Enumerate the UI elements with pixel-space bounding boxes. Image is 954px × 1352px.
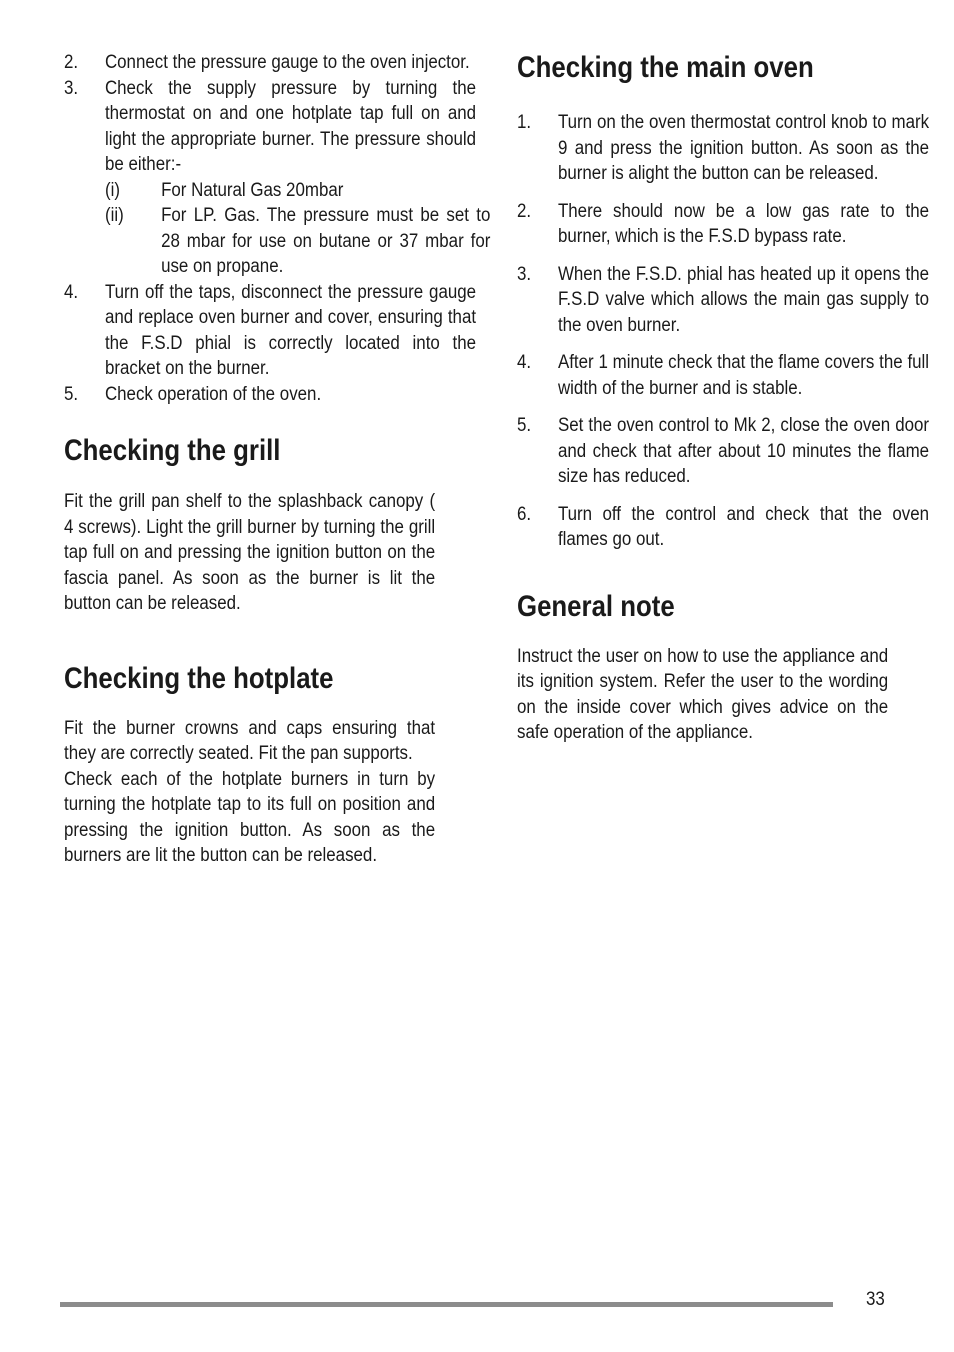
list-item xyxy=(517,350,929,401)
list-item xyxy=(517,502,929,553)
list-item xyxy=(517,199,929,250)
page-number: 33 xyxy=(866,1289,885,1310)
list-item-text: Set the oven control to Mk 2, close the oven door and check that after about 10 minutes the flame size has reduced. xyxy=(557,415,930,487)
right-column xyxy=(517,50,930,746)
list-item-number: 4. xyxy=(517,352,532,373)
list-item-text: Turn on the oven thermostat control knob to mark 9 and press the ignition button. As soon as the burner is alight the button can be released. xyxy=(557,112,930,184)
list-item xyxy=(64,76,476,178)
section-body-hotplate: Fit the burner crowns and caps ensuring that they are correctly seated. Fit the pan supports. xyxy=(64,717,436,764)
sub-list-item-number: (ii) xyxy=(105,205,124,226)
sub-list-item xyxy=(105,178,490,204)
list-item xyxy=(517,110,929,187)
section-heading-hotplate: Checking the hotplate xyxy=(64,661,334,695)
sub-list-item-text: For LP. Gas. The pressure must be set to 28 mbar for use on butane or 37 mbar for use on propane. xyxy=(161,205,491,277)
list-item xyxy=(64,50,476,76)
list-item-text: Turn off the taps, disconnect the pressure gauge and replace oven burner and cover, ensuring that the F.S.D phial is correctly located into the bracket on the burner. xyxy=(104,281,477,379)
list-item xyxy=(64,280,476,382)
list-item-number: 1. xyxy=(517,112,532,133)
main-oven-list xyxy=(517,110,930,553)
list-item-number: 5. xyxy=(517,415,532,436)
list-item-number: 3. xyxy=(517,263,532,285)
list-item xyxy=(517,262,929,339)
list-item-text: When the F.S.D. phial has heated up it opens the F.S.D valve which allows the main gas supply to the oven burner. xyxy=(557,263,930,336)
list-item-number: 5. xyxy=(64,383,79,405)
list-item-text: There should now be a low gas rate to the burner, which is the F.S.D bypass rate. xyxy=(557,200,930,247)
sub-list-item-number: (i) xyxy=(105,179,121,201)
footer-rule xyxy=(60,1302,833,1307)
list-item-text: Connect the pressure gauge to the oven injector. xyxy=(104,52,470,73)
list-item xyxy=(64,382,476,408)
list-item-number: 6. xyxy=(517,503,532,525)
list-item-number: 2. xyxy=(64,52,79,73)
list-item-text: Turn off the control and check that the oven flames go out. xyxy=(557,503,930,550)
sub-list xyxy=(64,178,491,280)
list-item-number: 3. xyxy=(64,77,79,99)
section-body-hotplate-2: Check each of the hotplate burners in turn by turning the hotplate tap to its full on position and pressing the ignition button. As soon as the burners are lit the button can be released. xyxy=(64,768,436,866)
list-item-text: Check operation of the oven. xyxy=(104,383,322,405)
sub-list-item xyxy=(105,203,490,280)
list-item-text: Check the supply pressure by turning the thermostat on and one hotplate tap full on and light the appropriate burner. The pressure should be either:- xyxy=(104,77,477,175)
list-item xyxy=(517,413,929,490)
list-item-number: 4. xyxy=(64,281,79,303)
list-item-number: 2. xyxy=(517,200,532,222)
section-heading-main-oven: Checking the main oven xyxy=(517,51,814,84)
section-heading-general-note: General note xyxy=(517,589,675,623)
sub-list-item-text: For Natural Gas 20mbar xyxy=(161,179,344,201)
section-body-grill: Fit the grill pan shelf to the splashback canopy ( 4 screws). Light the grill burner by turning the grill tap full on and pressing the ignition button on the fascia panel. As soon as the burner is lit the button can be released. xyxy=(64,491,436,614)
section-heading-grill: Checking the grill xyxy=(64,434,281,467)
list-item-text: After 1 minute check that the flame covers the full width of the burner and is stable. xyxy=(557,352,930,399)
section-body-general-note: Instruct the user on how to use the appliance and its ignition system. Refer the user to the wording on the inside cover which gives advice on the safe operation of the appliance. xyxy=(517,645,889,743)
left-column xyxy=(64,50,491,869)
